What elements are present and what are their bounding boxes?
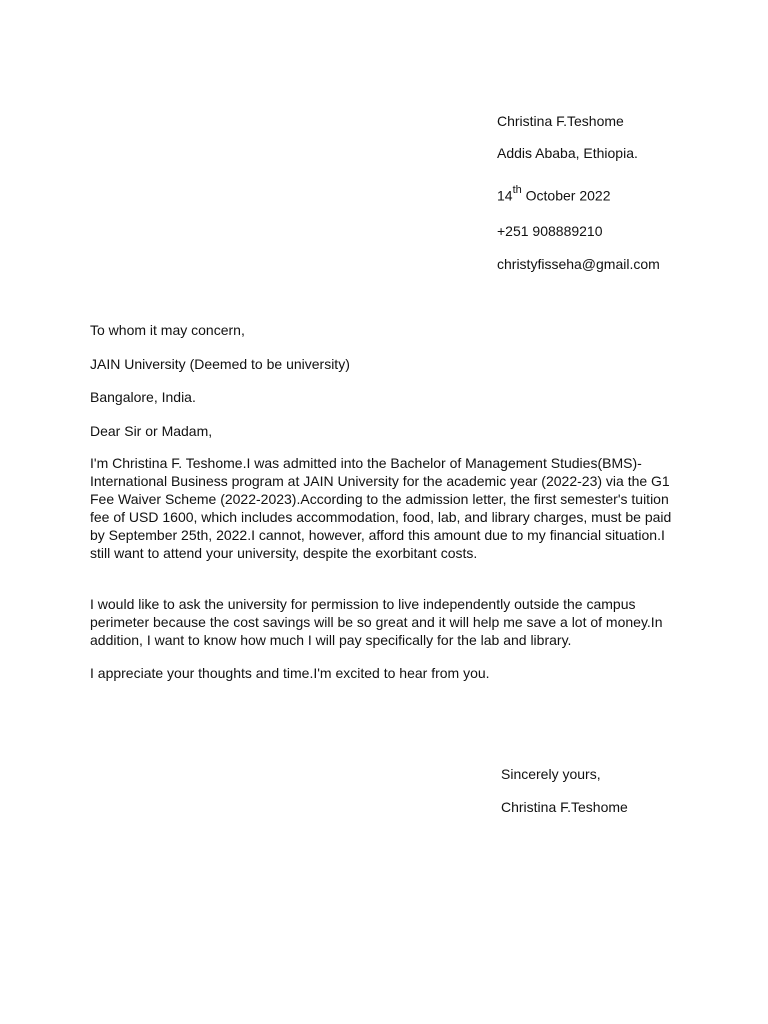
- date-day: 14: [497, 187, 513, 204]
- sender-email: christyfisseha@gmail.com: [497, 256, 660, 272]
- sender-name: Christina F.Teshome: [497, 113, 624, 129]
- recipient-location: Bangalore, India.: [90, 389, 196, 405]
- sender-address: Addis Ababa, Ethiopia.: [497, 145, 638, 161]
- recipient-university: JAIN University (Deemed to be university): [90, 356, 350, 372]
- recipient-concern-line: To whom it may concern,: [90, 322, 245, 338]
- letter-date: [497, 183, 611, 205]
- signature-name: Christina F.Teshome: [501, 799, 628, 815]
- body-paragraph-3: I appreciate your thoughts and time.I'm excited to hear from you.: [90, 665, 490, 681]
- sender-phone: +251 908889210: [497, 223, 603, 239]
- body-paragraph-2: I would like to ask the university for permission to live independently outside the campus perimeter because the cost savings will be so great and it will help me save a lot of money.In addition, I want to know how much I will pay specifically for the lab and library.: [90, 596, 663, 648]
- body-paragraph-1: I'm Christina F. Teshome.I was admitted into the Bachelor of Management Studies(BMS)-International Business program at JAIN University for the academic year (2022-23) via the G1 Fee Waiver Scheme (2022-2023).According to the admission letter, the first semester's tuition fee of USD 1600, which includes accommodation, food, lab, and library charges, must be paid by September 25th, 2022.I cannot, however, afford this amount due to my financial situation.I still want to attend your university, despite the exorbitant costs.: [90, 455, 672, 561]
- sign-off: Sincerely yours,: [501, 766, 601, 782]
- date-month-year: October 2022: [521, 187, 611, 204]
- date-ordinal-suffix: th: [512, 184, 522, 196]
- salutation: Dear Sir or Madam,: [90, 423, 213, 439]
